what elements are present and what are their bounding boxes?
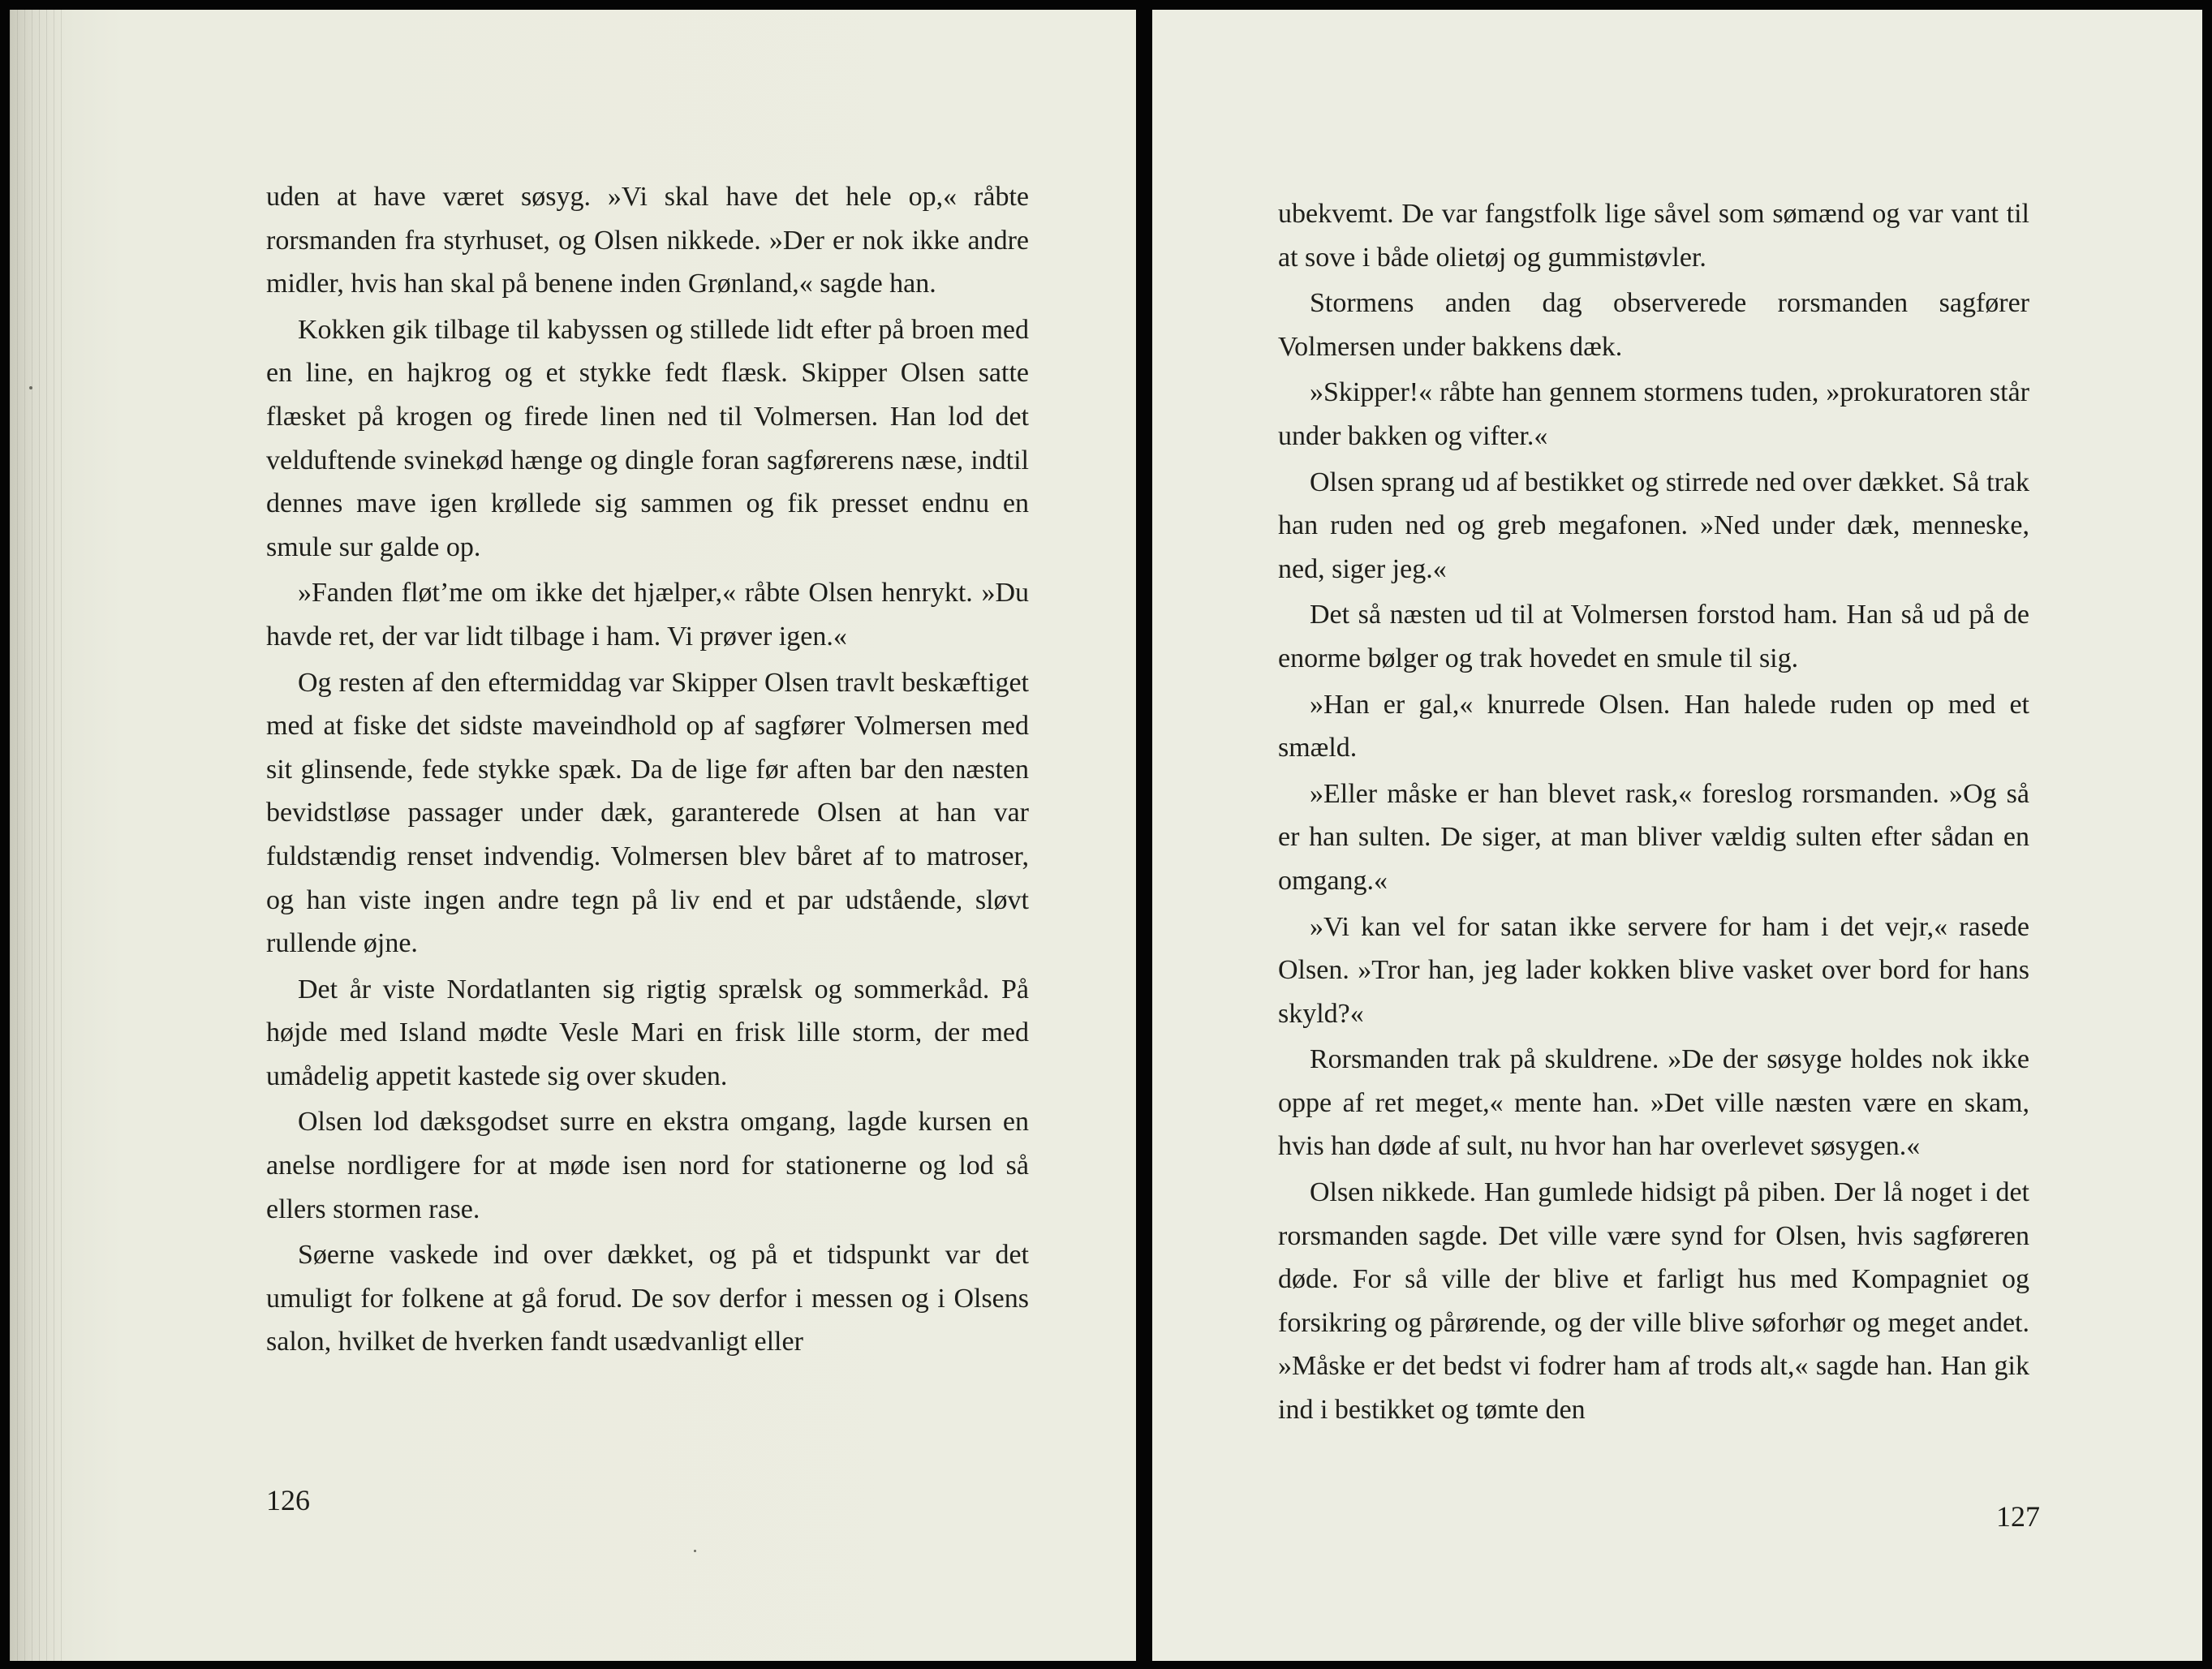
- right-page: [1152, 10, 2202, 1661]
- right-page-text: [1278, 192, 2029, 1432]
- paragraph: ubekvemt. De var fangstfolk lige såvel som sømænd og var vant til at sove i både olietøj og gummistøvler.: [1278, 199, 2029, 273]
- page-edge-shading: [10, 10, 67, 1661]
- paragraph: Og resten af den eftermiddag var Skipper Olsen travlt beskæftiget med at fiske det sidste maveindhold op af sagfører Volmersen med sit glinsende, fede stykke spæk. Da de lige før aften bar den næsten bevidstløse passager under dæk, garanterede Olsen at han var fuldstændig renset indvendig. Volmersen blev båret af to matroser, og han viste ingen andre tegn på liv end et par udstående, sløvt rullende øjne.: [266, 667, 1029, 959]
- paragraph: Det så næsten ud til at Volmersen forstod ham. Han så ud på de enorme bølger og trak hovedet en smule til sig.: [1278, 600, 2029, 673]
- paragraph: Det år viste Nordatlanten sig rigtig sprælsk og sommerkåd. På højde med Island mødte Vesle Mari en frisk lille storm, der med umådelig appetit kastede sig over skuden.: [266, 974, 1029, 1091]
- paragraph: Kokken gik tilbage til kabyssen og stillede lidt efter på broen med en line, en hajkrog og et stykke fedt flæsk. Skipper Olsen satte flæsket på krogen og firede linen ned til Volmersen. Han lod det velduftende svinekød hænge og dingle foran sagførerens næse, indtil dennes mave igen krøllede sig sammen og fik presset endnu en smule sur galde op.: [266, 314, 1029, 562]
- paragraph: »Han er gal,« knurrede Olsen. Han halede ruden op med et smæld.: [1278, 689, 2029, 764]
- paragraph: Olsen nikkede. Han gumlede hidsigt på piben. Der lå noget i det rorsmanden sagde. Det ville være synd for Olsen, hvis sagføreren døde. For så ville der blive et farligt hus med Kompagniet og forsikring og pårørende, og der ville blive søforhør og meget andet. »Måske er det bedst vi fodrer ham af trods alt,« sagde han. Han gik ind i bestikket og tømte den: [1278, 1177, 2029, 1426]
- paragraph: Stormens anden dag observerede rorsmanden sagfører Volmersen under bakkens dæk.: [1278, 288, 2029, 362]
- paragraph: »Skipper!« råbte han gennem stormens tuden, »prokuratoren står under bakken og vifter.«: [1278, 377, 2029, 451]
- paragraph: »Fanden fløt’me om ikke det hjælper,« råbte Olsen henrykt. »Du havde ret, der var lidt tilbage i ham. Vi prøver igen.«: [266, 578, 1029, 652]
- paragraph: Olsen sprang ud af bestikket og stirrede ned over dækket. Så trak han ruden ned og greb megafonen. »Ned under dæk, menneske, ned, siger jeg.«: [1278, 467, 2029, 584]
- page-number: 127: [1996, 1500, 2040, 1533]
- paragraph: uden at have været søsyg. »Vi skal have det hele op,« råbte rorsmanden fra styrhuset, og Olsen nikkede. »Der er nok ikke andre midler, hvis han skal på benene inden Grønland,« sagde han.: [266, 182, 1029, 299]
- left-page-text: [266, 175, 1029, 1364]
- paragraph: Søerne vaskede ind over dækket, og på et tidspunkt var det umuligt for folkene at gå forud. De sov derfor i messen og i Olsens salon, hvilket de hverken fandt usædvanligt eller: [266, 1240, 1029, 1357]
- page-number: 126: [266, 1484, 310, 1516]
- paragraph: Rorsmanden trak på skuldrene. »De der søsyge holdes nok ikke oppe af ret meget,« mente han. »Det ville næsten være en skam, hvis han døde af sult, nu hvor han har overlevet søsygen.«: [1278, 1044, 2029, 1162]
- paper-speck: [29, 386, 32, 389]
- left-page: [10, 10, 1136, 1661]
- paper-speck: [694, 1550, 696, 1552]
- paragraph: »Eller måske er han blevet rask,« foreslog rorsmanden. »Og så er han sulten. De siger, at man bliver vældig sulten efter sådan en omgang.«: [1278, 778, 2029, 896]
- paragraph: Olsen lod dæksgodset surre en ekstra omgang, lagde kursen en anelse nordligere for at møde isen nord for stationerne og lod så ellers stormen rase.: [266, 1107, 1029, 1224]
- paragraph: »Vi kan vel for satan ikke servere for ham i det vejr,« rasede Olsen. »Tror han, jeg lader kokken blive vasket over bord for hans skyld?«: [1278, 911, 2029, 1029]
